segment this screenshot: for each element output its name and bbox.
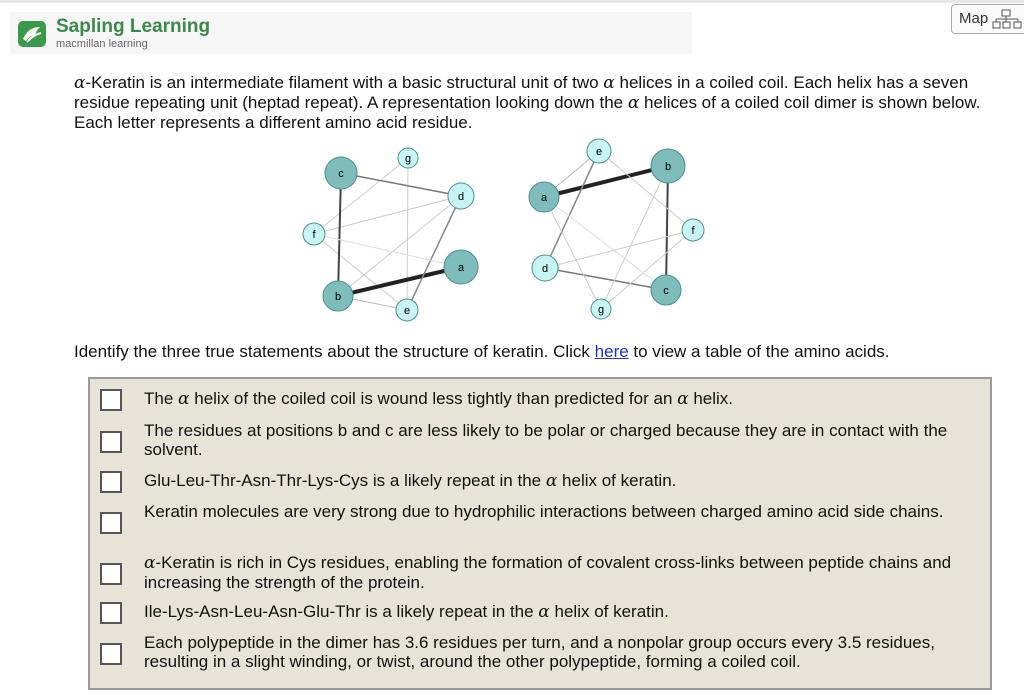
option-text-part: helix of keratin.	[549, 602, 669, 621]
residue-label: a	[457, 262, 465, 274]
option-text-part: The residues at positions b and c are less likely to be polar or charged because they are in contact with the solvent.	[144, 421, 948, 459]
brand-name	[56, 16, 210, 38]
alpha-symbol: α	[677, 389, 689, 409]
option-text	[144, 633, 979, 671]
option-checkbox[interactable]	[100, 602, 122, 624]
residue-label: b	[334, 291, 342, 303]
option-checkbox[interactable]	[100, 643, 122, 665]
option-text-part: Glu-Leu-Thr-Asn-Thr-Lys-Cys is a likely repeat in the	[144, 471, 546, 490]
alpha-symbol: α	[627, 93, 640, 113]
residue-label: d	[457, 191, 465, 203]
wheel-line	[407, 158, 408, 310]
option-text-part: helix of the coiled coil is wound less tightly than predicted for an	[189, 389, 678, 408]
option-text-part: helix.	[688, 389, 734, 408]
left-helix-wheel	[303, 148, 478, 321]
wheel-line	[545, 268, 666, 290]
option-checkbox[interactable]	[100, 471, 122, 493]
residue-label: f	[312, 229, 316, 241]
amino-acid-table-link[interactable]: here	[594, 342, 629, 361]
top-border	[0, 0, 1024, 3]
alpha-symbol: α	[538, 602, 550, 622]
header-bar	[10, 12, 692, 54]
option-text-part: Keratin molecules are very strong due to hydrophilic interactions between charged amino acid side chains.	[144, 502, 944, 521]
wheel-line	[338, 173, 341, 296]
residue-label: e	[595, 146, 603, 158]
question-before: Identify the three true statements about the structure of keratin. Click	[74, 342, 595, 361]
question-after: to view a table of the amino acids.	[628, 342, 890, 361]
residue-label: e	[403, 305, 411, 317]
map-label: Map	[959, 10, 989, 27]
alpha-symbol: α	[178, 389, 190, 409]
wheel-line	[666, 166, 668, 290]
wheel-line	[341, 173, 461, 196]
option-text	[144, 602, 979, 622]
option-text	[144, 553, 979, 592]
question-text	[74, 342, 890, 362]
wheel-line	[314, 234, 461, 267]
option-checkbox[interactable]	[100, 563, 122, 585]
option-text-part: helix of keratin.	[557, 471, 677, 490]
intro-part-2: helices in a coiled coil. Each helix has a seven residue repeating unit (heptad repeat). A representation looking down the	[74, 73, 969, 112]
alpha-symbol: α	[74, 73, 86, 93]
option-checkbox[interactable]	[100, 512, 122, 534]
residue-label: c	[663, 285, 669, 297]
brand-subtitle: macmillan learning	[56, 38, 148, 50]
intro-part-1: -Keratin is an intermediate filament with a basic structural unit of two	[85, 73, 604, 92]
coiled-coil-diagram	[290, 138, 730, 328]
wheel-line	[541, 197, 666, 290]
intro-text	[74, 73, 984, 132]
sitemap-icon	[992, 9, 1024, 29]
alpha-symbol: α	[144, 553, 156, 573]
residue-label: g	[404, 153, 412, 165]
intro-part-3: helices of a coiled coil dimer is shown below. Each letter represents a different amino acid residue.	[74, 93, 981, 132]
residue-label: c	[338, 168, 344, 180]
option-text-part: Ile-Lys-Asn-Leu-Asn-Glu-Thr is a likely repeat in the	[144, 602, 539, 621]
residue-label: b	[664, 161, 672, 173]
brand-bold: Sapling	[56, 16, 125, 37]
option-text-part: -Keratin is rich in Cys residues, enabling the formation of covalent cross-links between peptide chains and increasing the strength of the protein.	[144, 553, 952, 592]
map-button[interactable]	[951, 4, 1024, 34]
residue-label: d	[541, 263, 549, 275]
option-text	[144, 389, 979, 409]
residue-label: f	[691, 225, 695, 237]
wheel-line	[314, 196, 461, 234]
option-text-part: The	[144, 389, 179, 408]
option-text	[144, 502, 979, 521]
residue-label: g	[597, 304, 605, 316]
alpha-symbol: α	[545, 471, 558, 491]
right-helix-wheel	[529, 139, 704, 319]
answer-options-box	[88, 377, 992, 690]
sapling-logo-icon	[18, 21, 46, 47]
option-text-part: Each polypeptide in the dimer has 3.6 residues per turn, and a nonpolar group occurs every 3.5 residues, resulting in a slight winding, or twist, around the other polypeptide, forming a coiled coil.	[144, 633, 935, 671]
residue-label: a	[540, 192, 548, 204]
option-text	[144, 471, 979, 491]
option-text	[144, 421, 979, 459]
option-checkbox[interactable]	[100, 431, 122, 453]
alpha-symbol: α	[603, 73, 615, 93]
option-checkbox[interactable]	[100, 389, 122, 411]
brand-light: Learning	[129, 16, 211, 37]
